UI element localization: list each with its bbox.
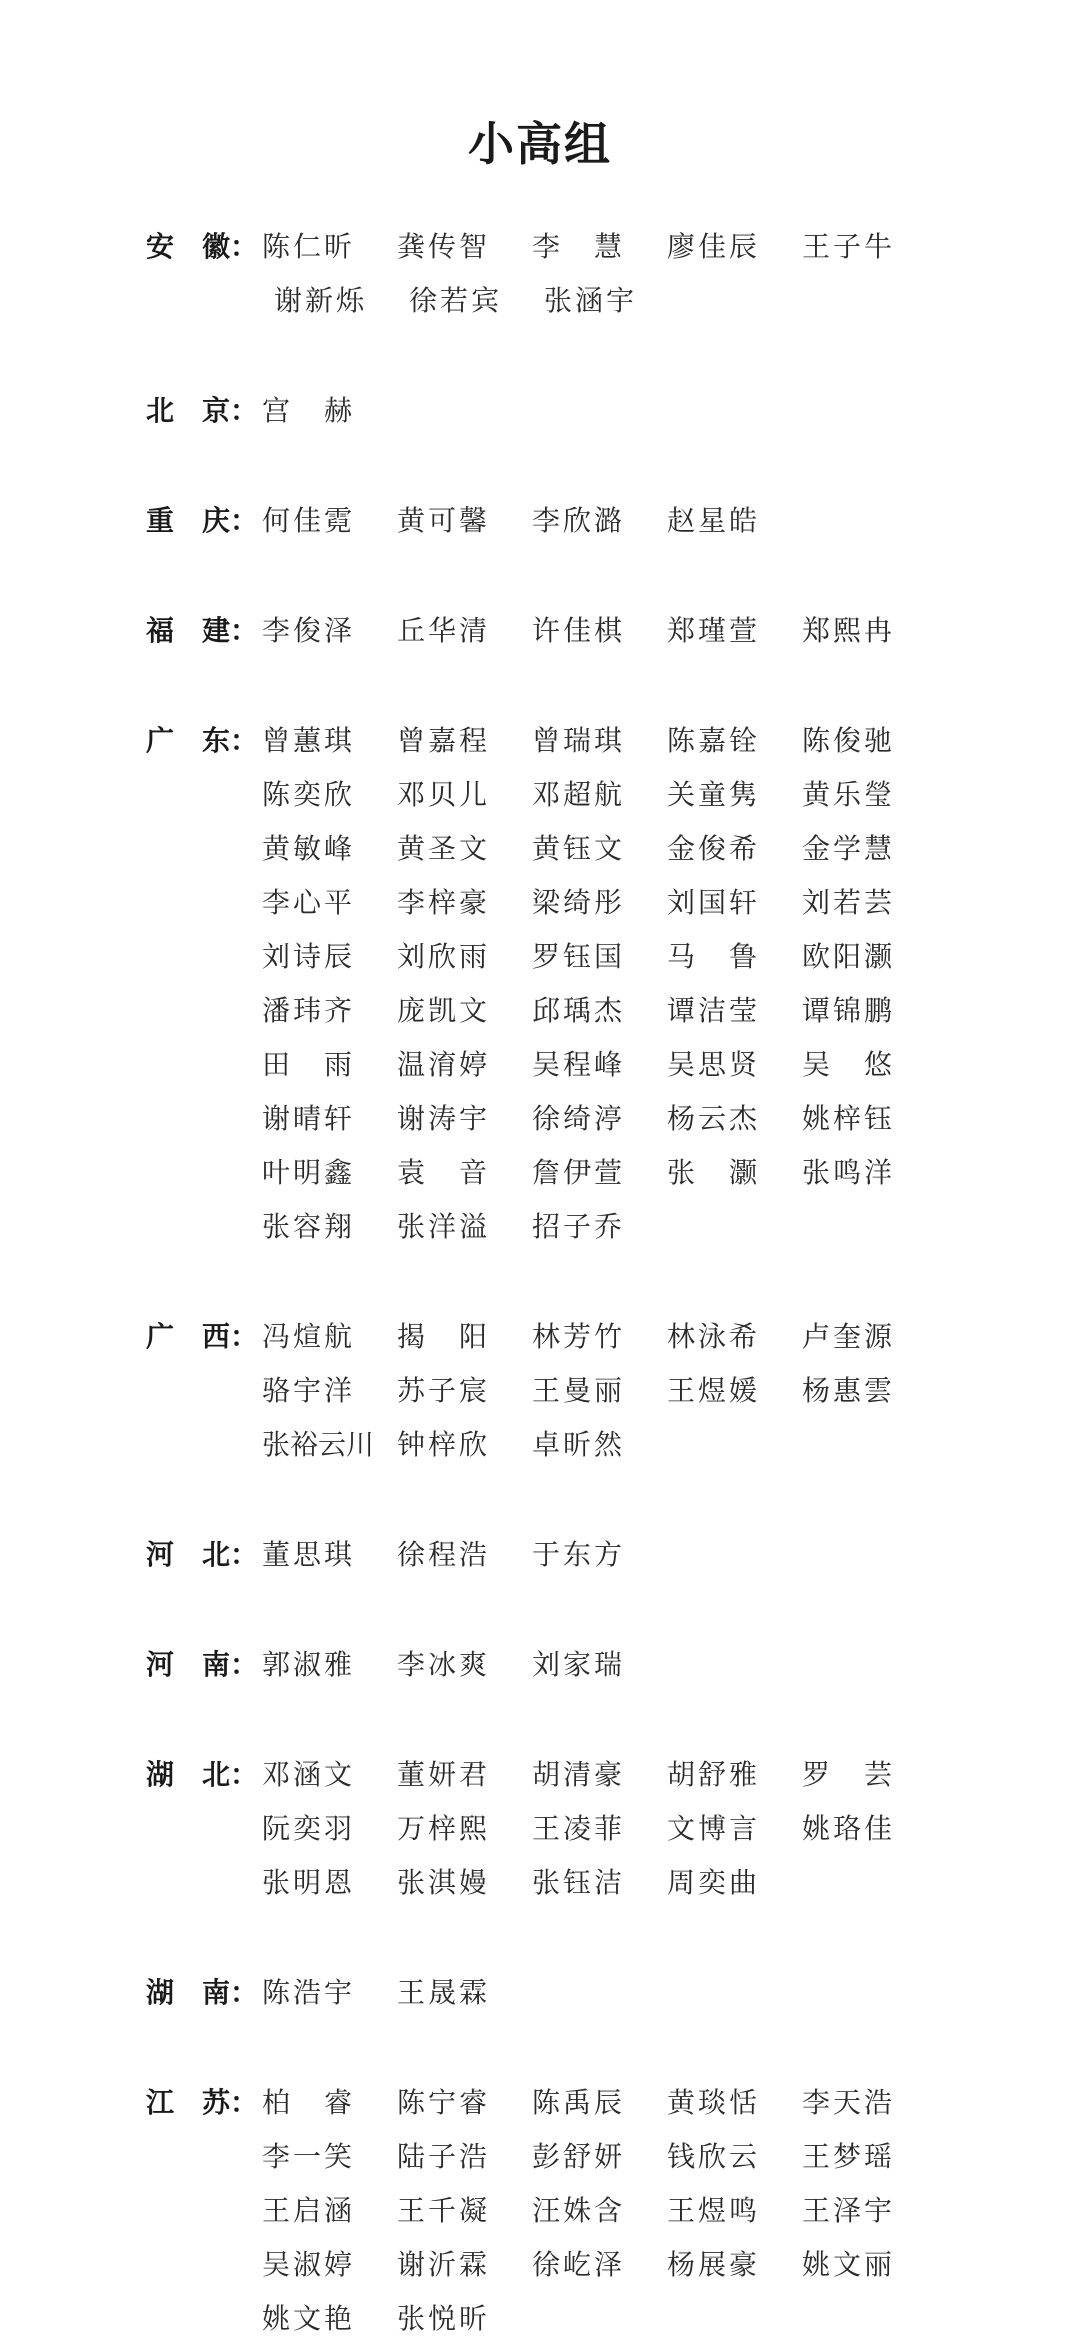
participant-name: 汪姝含: [532, 2194, 626, 2227]
participant-name: 郭淑雅: [262, 1648, 356, 1681]
participant-name: 许佳棋: [532, 614, 626, 647]
region-group: [146, 1966, 946, 2020]
participant-name: 张容翔: [262, 1210, 356, 1243]
participant-name: 李心平: [262, 886, 356, 919]
participant-name: 王千凝: [397, 2194, 491, 2227]
participant-name: 杨云杰: [667, 1102, 761, 1135]
participant-name: 张鸣洋: [802, 1156, 896, 1189]
participant-name: 胡舒雅: [667, 1758, 761, 1791]
participant-name: 李天浩: [802, 2086, 896, 2119]
name-list: [262, 220, 946, 328]
participant-name: 谭洁莹: [667, 994, 761, 1027]
participant-name: 金学慧: [802, 832, 896, 865]
participant-name: 李冰爽: [397, 1648, 491, 1681]
participant-name: 温淯婷: [397, 1048, 491, 1081]
participant-name: 陈宁睿: [397, 2086, 491, 2119]
participant-name: 黄钰文: [532, 832, 626, 865]
participant-name: 彭舒妍: [532, 2140, 626, 2173]
participant-name: 刘诗辰: [262, 940, 356, 973]
participant-name: 张 灏: [667, 1156, 761, 1189]
participant-name: 陈浩宇: [262, 1976, 356, 2009]
participant-name: 吴 悠: [802, 1048, 896, 1081]
participant-name: 陈奕欣: [262, 778, 356, 811]
participant-name: 招子乔: [532, 1210, 626, 1243]
region-group: [146, 220, 946, 328]
region-group: [146, 604, 946, 658]
participant-name: 刘家瑞: [532, 1648, 626, 1681]
participant-name: 姚梓钰: [802, 1102, 896, 1135]
region-label: 福 建：: [146, 614, 259, 647]
participant-name: 钟梓欣: [397, 1428, 491, 1461]
name-list: [262, 1528, 946, 1582]
participant-name: 曾嘉程: [397, 724, 491, 757]
participant-name: 潘玮齐: [262, 994, 356, 1027]
participant-name: 徐绮渟: [532, 1102, 626, 1135]
participant-name: 黄乐瑩: [802, 778, 896, 811]
region-group: [146, 494, 946, 548]
participant-name: 王煜鸣: [667, 2194, 761, 2227]
participant-name: 王曼丽: [532, 1374, 626, 1407]
participant-name: 丘华清: [397, 614, 491, 647]
participant-name: 张裕云川: [262, 1428, 375, 1461]
participant-name: 吴思贤: [667, 1048, 761, 1081]
participant-name: 万梓熙: [397, 1812, 491, 1845]
participant-name: 叶明鑫: [262, 1156, 356, 1189]
participant-name: 王泽宇: [802, 2194, 896, 2227]
participant-name: 黄可馨: [397, 504, 491, 537]
participant-name: 杨惠雲: [802, 1374, 896, 1407]
participant-name: 关童隽: [667, 778, 761, 811]
participant-name: 黄敏峰: [262, 832, 356, 865]
region-group: [146, 384, 946, 438]
participant-name: 骆宇洋: [262, 1374, 356, 1407]
participant-name: 罗钰国: [532, 940, 626, 973]
name-list: [262, 2076, 946, 2346]
region-group: [146, 2076, 946, 2346]
participant-name: 邓涵文: [262, 1758, 356, 1791]
participant-name: 林芳竹: [532, 1320, 626, 1353]
region-group: [146, 714, 946, 1254]
participant-name: 林泳希: [667, 1320, 761, 1353]
name-list: [262, 1638, 946, 1692]
name-list: [262, 384, 946, 438]
participant-name: 陈禹辰: [532, 2086, 626, 2119]
participant-name: 曾瑞琪: [532, 724, 626, 757]
participant-name: 于东方: [532, 1538, 626, 1571]
participant-name: 姚文艳: [262, 2302, 356, 2335]
participant-name: 龚传智: [397, 230, 491, 263]
region-list: [146, 220, 946, 2346]
region-group: [146, 1748, 946, 1910]
participant-name: 庞凯文: [397, 994, 491, 1027]
participant-name: 吴程峰: [532, 1048, 626, 1081]
participant-name: 黄圣文: [397, 832, 491, 865]
participant-name: 周奕曲: [667, 1866, 761, 1899]
participant-name: 张钰洁: [532, 1866, 626, 1899]
participant-name: 王子牛: [802, 230, 896, 263]
participant-name: 陈仁昕: [262, 230, 356, 263]
participant-name: 陈嘉铨: [667, 724, 761, 757]
participant-name: 陆子浩: [397, 2140, 491, 2173]
participant-name: 王梦瑶: [802, 2140, 896, 2173]
participant-name: 董妍君: [397, 1758, 491, 1791]
participant-name: 廖佳辰: [667, 230, 761, 263]
participant-name: 姚珞佳: [802, 1812, 896, 1845]
region-label: 广 西：: [146, 1320, 259, 1353]
participant-name: 冯煊航: [262, 1320, 356, 1353]
participant-name: 谢沂霖: [397, 2248, 491, 2281]
name-list: [262, 1748, 946, 1910]
name-list: [262, 1966, 946, 2020]
participant-name: 刘国轩: [667, 886, 761, 919]
participant-name: 张洋溢: [397, 1210, 491, 1243]
name-list: [262, 714, 946, 1254]
participant-name: 柏 睿: [262, 2086, 356, 2119]
participant-name: 李一笑: [262, 2140, 356, 2173]
participant-name: 谢新烁: [274, 284, 368, 317]
participant-name: 王煜媛: [667, 1374, 761, 1407]
region-group: [146, 1528, 946, 1582]
participant-name: 邓贝儿: [397, 778, 491, 811]
participant-name: 黄琰恬: [667, 2086, 761, 2119]
participant-name: 卢奎源: [802, 1320, 896, 1353]
participant-name: 谢涛宇: [397, 1102, 491, 1135]
region-label: 湖 北：: [146, 1758, 259, 1791]
participant-name: 揭 阳: [397, 1320, 491, 1353]
participant-name: 李俊泽: [262, 614, 356, 647]
name-list: [262, 494, 946, 548]
region-label: 广 东：: [146, 724, 259, 757]
participant-name: 徐若宾: [409, 284, 503, 317]
region-label: 重 庆：: [146, 504, 259, 537]
participant-name: 文博言: [667, 1812, 761, 1845]
participant-name: 吴淑婷: [262, 2248, 356, 2281]
name-list: [262, 1310, 946, 1472]
participant-name: 陈俊驰: [802, 724, 896, 757]
participant-name: 王晟霖: [397, 1976, 491, 2009]
participant-name: 钱欣云: [667, 2140, 761, 2173]
participant-name: 阮奕羽: [262, 1812, 356, 1845]
participant-name: 谭锦鹏: [802, 994, 896, 1027]
participant-name: 邓超航: [532, 778, 626, 811]
participant-name: 何佳霓: [262, 504, 356, 537]
participant-name: 赵星皓: [667, 504, 761, 537]
page-title: 小高组: [468, 117, 612, 171]
participant-name: 马 鲁: [667, 940, 761, 973]
participant-name: 刘若芸: [802, 886, 896, 919]
participant-name: 郑瑾萱: [667, 614, 761, 647]
participant-name: 袁 音: [397, 1156, 491, 1189]
participant-name: 董思琪: [262, 1538, 356, 1571]
participant-name: 王凌菲: [532, 1812, 626, 1845]
participant-name: 张淇嫚: [397, 1866, 491, 1899]
participant-name: 刘欣雨: [397, 940, 491, 973]
region-label: 江 苏：: [146, 2086, 259, 2119]
region-label: 安 徽：: [146, 230, 259, 263]
participant-name: 李 慧: [532, 230, 626, 263]
region-group: [146, 1310, 946, 1472]
participant-name: 张涵宇: [544, 284, 638, 317]
participant-name: 詹伊萱: [532, 1156, 626, 1189]
participant-name: 邱瑀杰: [532, 994, 626, 1027]
participant-name: 杨展豪: [667, 2248, 761, 2281]
region-label: 北 京：: [146, 394, 259, 427]
region-label: 河 北：: [146, 1538, 259, 1571]
participant-name: 谢晴轩: [262, 1102, 356, 1135]
participant-name: 苏子宸: [397, 1374, 491, 1407]
participant-name: 曾蕙琪: [262, 724, 356, 757]
participant-name: 田 雨: [262, 1048, 356, 1081]
region-group: [146, 1638, 946, 1692]
participant-name: 姚文丽: [802, 2248, 896, 2281]
region-label: 河 南：: [146, 1648, 259, 1681]
region-label: 湖 南：: [146, 1976, 259, 2009]
participant-name: 梁绮彤: [532, 886, 626, 919]
participant-name: 徐程浩: [397, 1538, 491, 1571]
participant-name: 欧阳灏: [802, 940, 896, 973]
participant-name: 胡清豪: [532, 1758, 626, 1791]
participant-name: 徐屹泽: [532, 2248, 626, 2281]
participant-name: 李欣潞: [532, 504, 626, 537]
name-list: [262, 604, 946, 658]
participant-name: 王启涵: [262, 2194, 356, 2227]
participant-name: 张悦昕: [397, 2302, 491, 2335]
participant-name: 郑熙冉: [802, 614, 896, 647]
participant-name: 宫 赫: [262, 394, 356, 427]
participant-name: 张明恩: [262, 1866, 356, 1899]
participant-name: 卓昕然: [532, 1428, 626, 1461]
participant-name: 金俊希: [667, 832, 761, 865]
participant-name: 罗 芸: [802, 1758, 896, 1791]
participant-name: 李梓豪: [397, 886, 491, 919]
